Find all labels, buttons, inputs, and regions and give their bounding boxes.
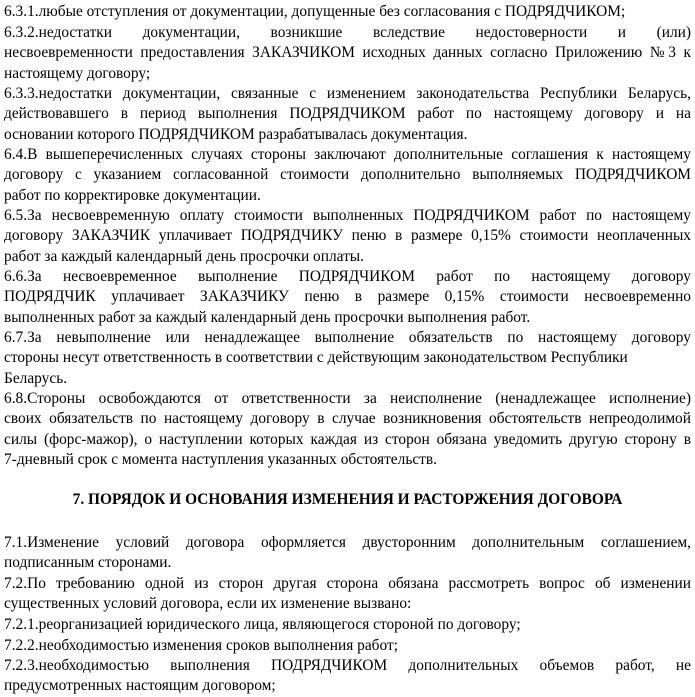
clause-6-3-2 xyxy=(4,23,691,84)
text-line: силы (форс-мажор), о наступлении которых каждая из сторон обязана уведомить другую сторону в xyxy=(4,430,691,448)
clause-6-6 xyxy=(4,267,691,328)
text-line: выполненных работ за каждый календарный день просрочки выполнения работ. xyxy=(4,308,531,326)
text-line: предусмотренных настоящим договором; xyxy=(4,677,276,695)
text-line: своих обязательств по настоящему договору в случае возникновения обстоятельств непреодолимой xyxy=(4,410,691,428)
text-line: 7.2.3.необходимостью выполнения ПОДРЯДЧИКОМ дополнительных объемов работ, не xyxy=(4,657,691,674)
text-line: 6.3.2.недостатки документации, возникшие вследствие недостоверности и (или) xyxy=(4,24,691,41)
text-line: 6.4.В вышеперечисленных случаях стороны заключают дополнительные соглашения к настоящему xyxy=(4,146,691,163)
clause-6-4 xyxy=(4,145,691,206)
clause-6-3-1 xyxy=(4,2,691,22)
clause-7-2-3 xyxy=(4,656,691,697)
text-line: действовавшего в период выполнения ПОДРЯДЧИКОМ работ по настоящему договору и на xyxy=(4,105,691,123)
text-line: договору с указанием согласованной стоимости дополнительно выполняемых ПОДРЯДЧИКОМ xyxy=(4,166,691,184)
section-heading: 7. ПОРЯДОК И ОСНОВАНИЯ ИЗМЕНЕНИЯ И РАСТОРЖЕНИЯ ДОГОВОРА xyxy=(72,491,623,508)
text-line: работ за каждый календарный день просрочки оплаты. xyxy=(4,247,364,265)
text-line: 6.3.1.любые отступления от документации, допущенные без согласования с ПОДРЯДЧИКОМ; xyxy=(4,3,626,20)
text-line: 6.7.За невыполнение или ненадлежащее выполнение обязательств по настоящему договору xyxy=(4,329,691,346)
text-line: Беларусь. xyxy=(4,369,68,387)
clause-7-2-2 xyxy=(4,636,691,656)
text-line: 6.3.3.недостатки документации, связанные с изменением законодательства Республики Беларусь, xyxy=(4,85,691,102)
clause-7-1 xyxy=(4,533,691,574)
text-line: договору ЗАКАЗЧИК уплачивает ПОДРЯДЧИКУ пеню в размере 0,15% стоимости неоплаченных xyxy=(4,227,691,245)
clause-6-3-3 xyxy=(4,84,691,145)
clause-6-5 xyxy=(4,206,691,267)
clause-7-2-1 xyxy=(4,615,691,635)
text-line: настоящему договору; xyxy=(4,64,151,82)
text-line: ПОДРЯДЧИК уплачивает ЗАКАЗЧИКУ пеню в размере 0,15% стоимости несвоевременно xyxy=(4,288,691,306)
text-line: стороны несут ответственность в соответствии с действующим законодательством Республики xyxy=(4,349,628,367)
text-line: 6.5.За несвоевременную оплату стоимости выполненных ПОДРЯДЧИКОМ работ по настоящему xyxy=(4,207,691,224)
clause-6-7 xyxy=(4,328,691,389)
text-line: 7.1.Изменение условий договора оформляется двусторонним дополнительным соглашением, xyxy=(4,534,691,551)
text-line: подписанным сторонами. xyxy=(4,554,172,572)
text-line: 7.2.1.реорганизацией юридического лица, являющегося стороной по договору; xyxy=(4,616,521,633)
text-line: 7.2.2.необходимостью изменения сроков выполнения работ; xyxy=(4,637,398,654)
text-line: 6.6.За несвоевременное выполнение ПОДРЯДЧИКОМ работ по настоящему договору xyxy=(4,268,691,285)
clause-6-8 xyxy=(4,389,691,470)
text-line: существенных условий договора, если их изменение вызвано: xyxy=(4,595,412,613)
text-line: несвоевременности предоставления ЗАКАЗЧИКОМ исходных данных согласно Приложению №3 к xyxy=(4,44,691,62)
text-line: 7-дневный срок с момента наступления указанных обстоятельств. xyxy=(4,450,438,468)
text-line: 7.2.По требованию одной из сторон другая сторона обязана рассмотреть вопрос об изменении xyxy=(4,575,691,592)
text-line: основании которого ПОДРЯДЧИКОМ разрабатывалась документация. xyxy=(4,125,468,143)
text-line: работ по корректировке документации. xyxy=(4,186,261,204)
text-line: 6.8.Стороны освобождаются от ответственности за неисполнение (ненадлежащее исполнение) xyxy=(4,390,691,407)
clause-7-2 xyxy=(4,574,691,615)
